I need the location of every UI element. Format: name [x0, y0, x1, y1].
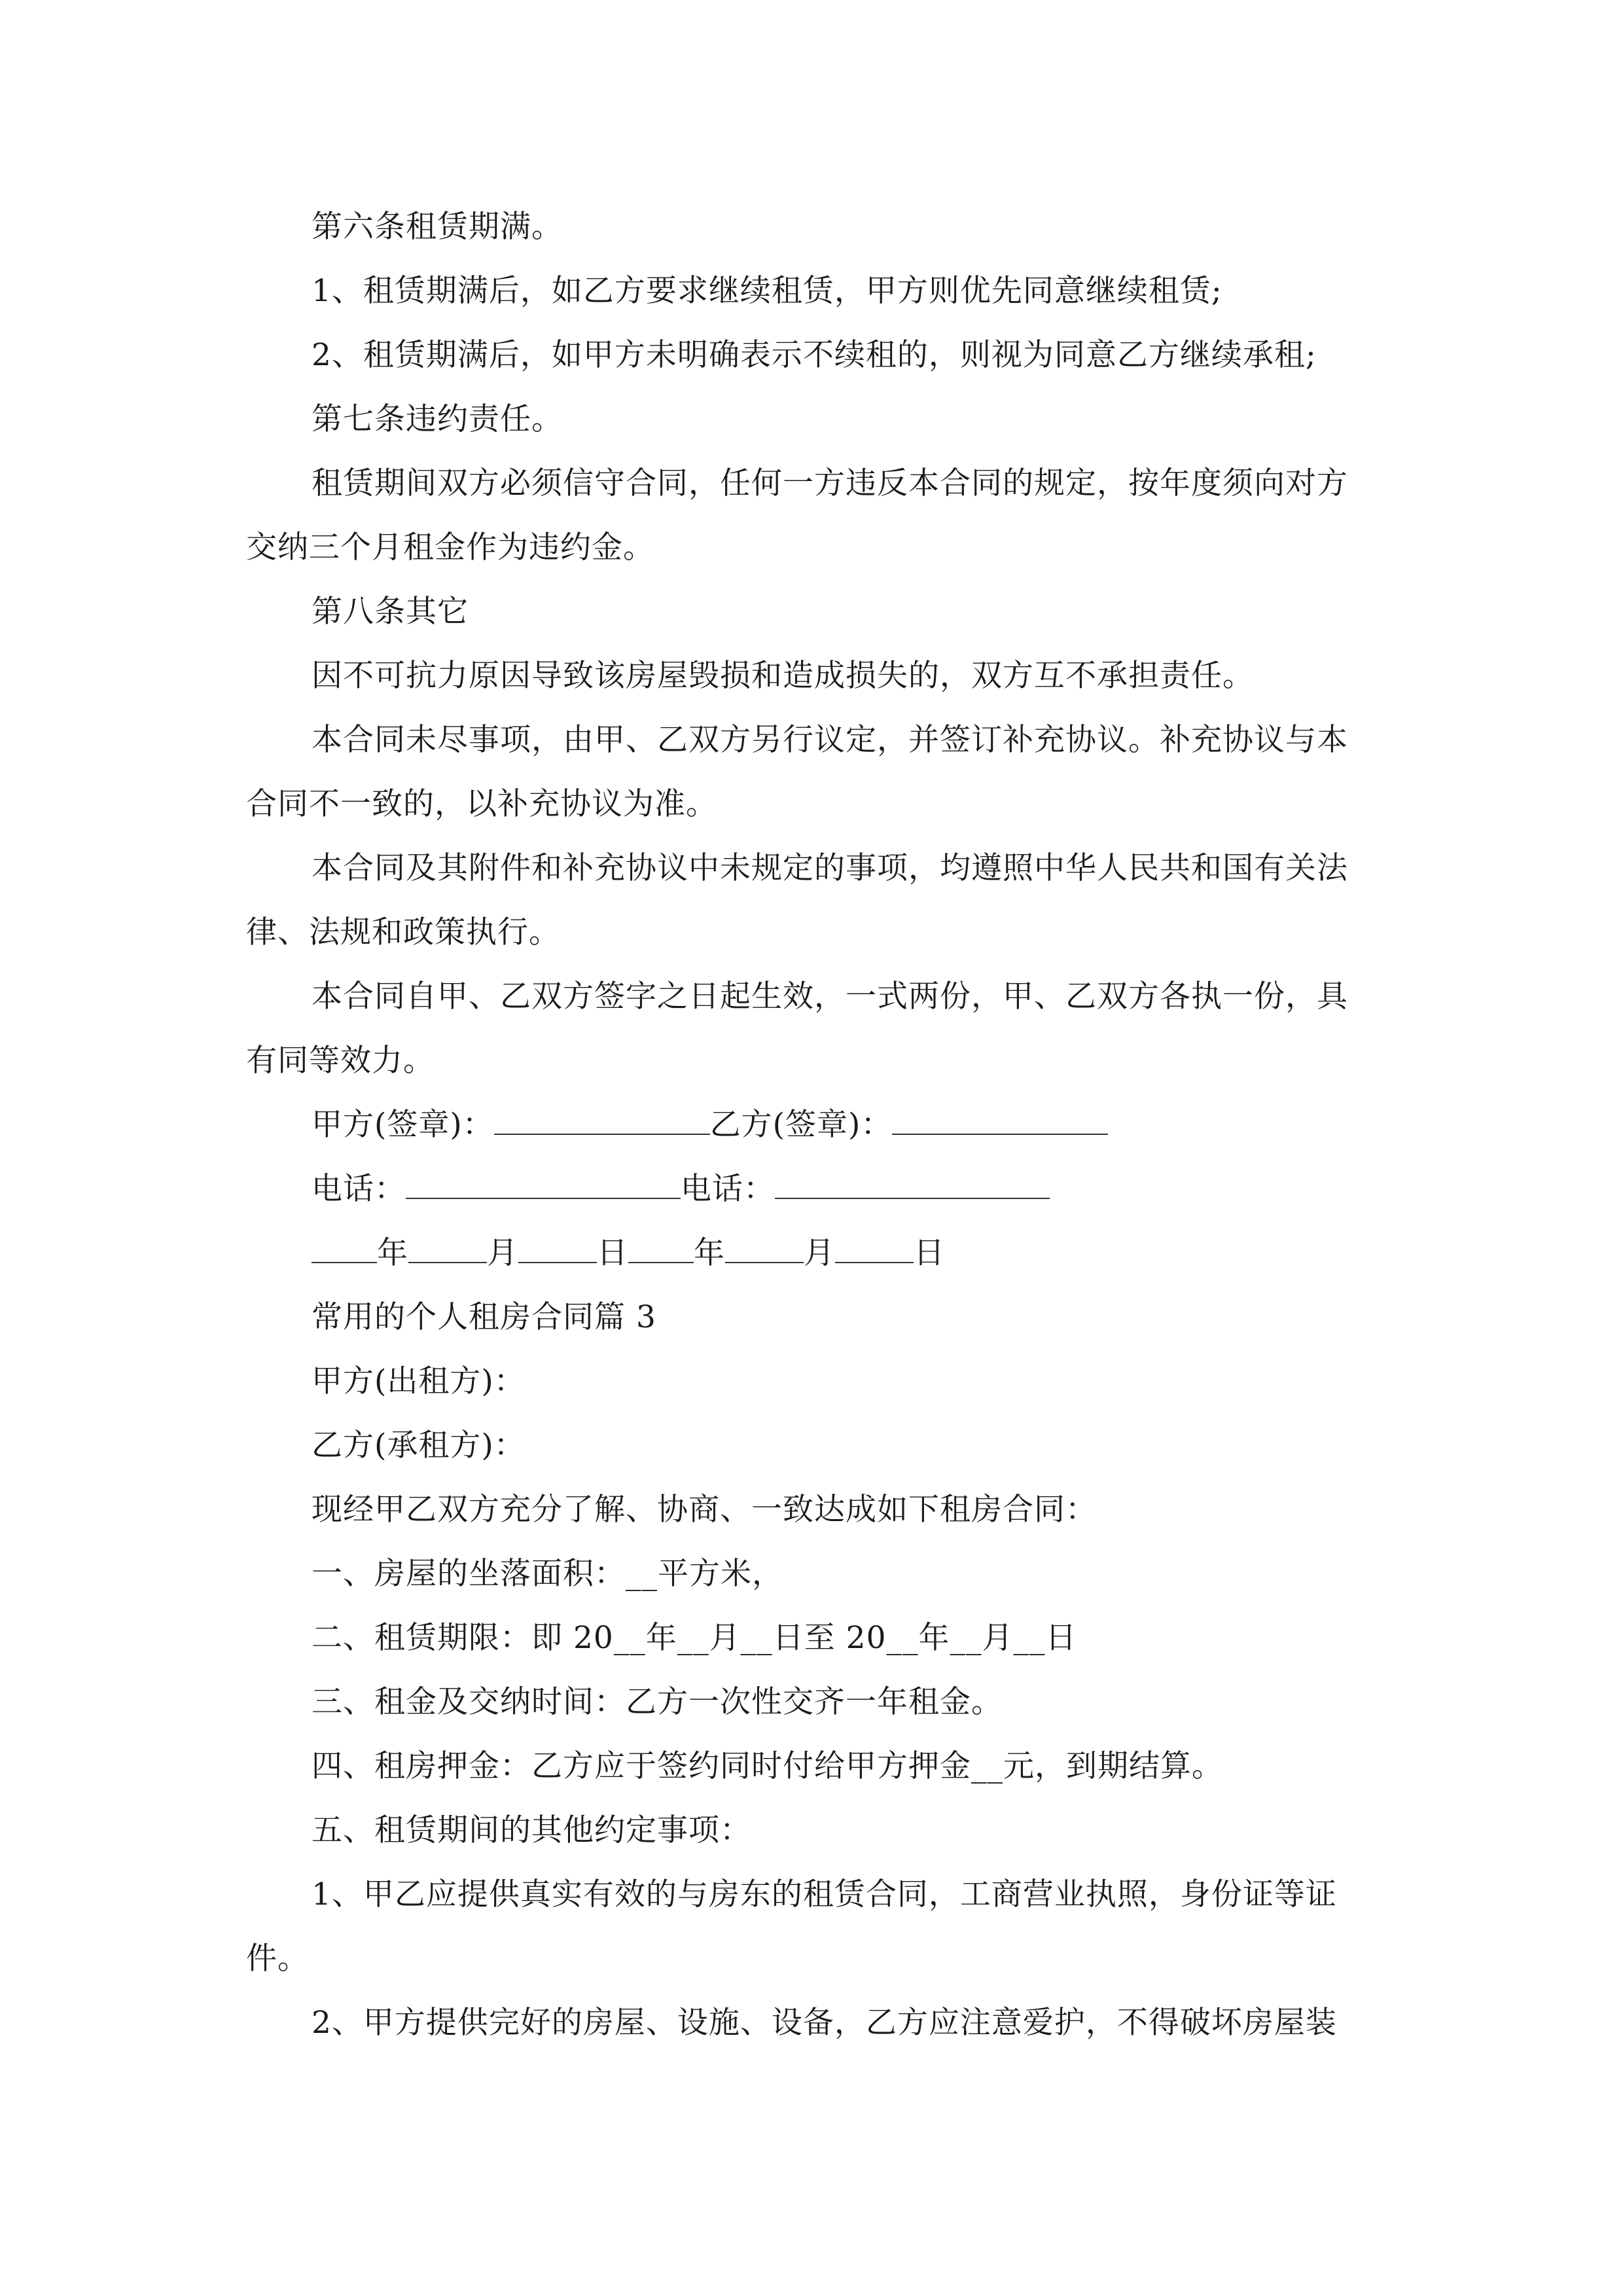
day-label: 日 [597, 1235, 628, 1271]
effective-text: 本合同自甲、乙双方签字之日起生效，一式两份，甲、乙双方各执一份，具 [312, 978, 1348, 1014]
preamble: 现经甲乙双方充分了解、协商、一致达成如下租房合同： [312, 1492, 1097, 1528]
year-label: 年 [694, 1235, 725, 1271]
clause-other-2: 2、甲方提供完好的房屋、设施、设备，乙方应注意爱护，不得破坏房屋装 [312, 2005, 1337, 2041]
clause-other-1-cont: 件。 [246, 1941, 309, 1977]
party-b-signature-label: 乙方(签章)： [709, 1107, 893, 1143]
party-b-month-field[interactable] [725, 1232, 804, 1263]
article-6-clause-1: 1、租赁期满后，如乙方要求继续租赁，甲方则优先同意继续租赁; [312, 273, 1222, 309]
clause-area: 一、房屋的坐落面积：__平方米， [312, 1556, 783, 1592]
supplementary-text: 本合同未尽事项，由甲、乙双方另行议定，并签订补充协议。补充协议与本 [312, 722, 1348, 758]
law-text: 本合同及其附件和补充协议中未规定的事项，均遵照中华人民共和国有关法 [312, 850, 1348, 886]
party-a-signature-field[interactable] [494, 1103, 710, 1135]
party-a-phone-field[interactable] [406, 1168, 681, 1199]
lessor-label: 甲方(出租方)： [312, 1363, 526, 1399]
article-8-heading: 第八条其它 [312, 594, 469, 630]
party-b-day-field[interactable] [835, 1232, 914, 1263]
law-text-cont: 律、法规和政策执行。 [246, 914, 560, 950]
party-b-phone-label: 电话： [681, 1171, 775, 1207]
party-a-month-field[interactable] [408, 1232, 487, 1263]
clause-term: 二、租赁期限：即 20__年__月__日至 20__年__月__日 [312, 1620, 1077, 1656]
clause-deposit: 四、租房押金：乙方应于签约同时付给甲方押金__元，到期结算。 [312, 1748, 1223, 1784]
party-a-day-field[interactable] [518, 1232, 597, 1263]
contract-3-title: 常用的个人租房合同篇 3 [312, 1299, 656, 1335]
phone-line [246, 1157, 1378, 1221]
clause-other-1: 1、甲乙应提供真实有效的与房东的租赁合同，工商营业执照，身份证等证 [312, 1876, 1337, 1912]
document-body [246, 195, 1378, 2055]
clause-other-heading: 五、租赁期间的其他约定事项： [312, 1812, 751, 1848]
signature-line [246, 1093, 1378, 1157]
effective-text-cont: 有同等效力。 [246, 1043, 435, 1079]
article-7-text-cont: 交纳三个月租金作为违约金。 [246, 529, 654, 565]
party-b-year-field[interactable] [628, 1232, 694, 1263]
date-line [246, 1221, 1378, 1285]
month-label: 月 [487, 1235, 518, 1271]
party-a-signature-label: 甲方(签章)： [312, 1107, 494, 1143]
lessee-label: 乙方(承租方)： [312, 1427, 526, 1463]
party-b-phone-field[interactable] [775, 1168, 1050, 1199]
supplementary-text-cont: 合同不一致的，以补充协议为准。 [246, 786, 717, 822]
article-6-clause-2: 2、租赁期满后，如甲方未明确表示不续租的，则视为同意乙方继续承租; [312, 337, 1317, 373]
party-a-phone-label: 电话： [312, 1171, 406, 1207]
day-label: 日 [914, 1235, 945, 1271]
year-label: 年 [377, 1235, 408, 1271]
party-a-year-field[interactable] [312, 1232, 377, 1263]
article-6-heading: 第六条租赁期满。 [312, 209, 563, 245]
force-majeure-text: 因不可抗力原因导致该房屋毁损和造成损失的，双方互不承担责任。 [312, 658, 1254, 694]
clause-rent: 三、租金及交纳时间：乙方一次性交齐一年租金。 [312, 1684, 1003, 1720]
article-7-heading: 第七条违约责任。 [312, 401, 563, 437]
party-b-signature-field[interactable] [892, 1103, 1108, 1135]
month-label: 月 [804, 1235, 835, 1271]
article-7-text: 租赁期间双方必须信守合同，任何一方违反本合同的规定，按年度须向对方 [312, 465, 1348, 501]
